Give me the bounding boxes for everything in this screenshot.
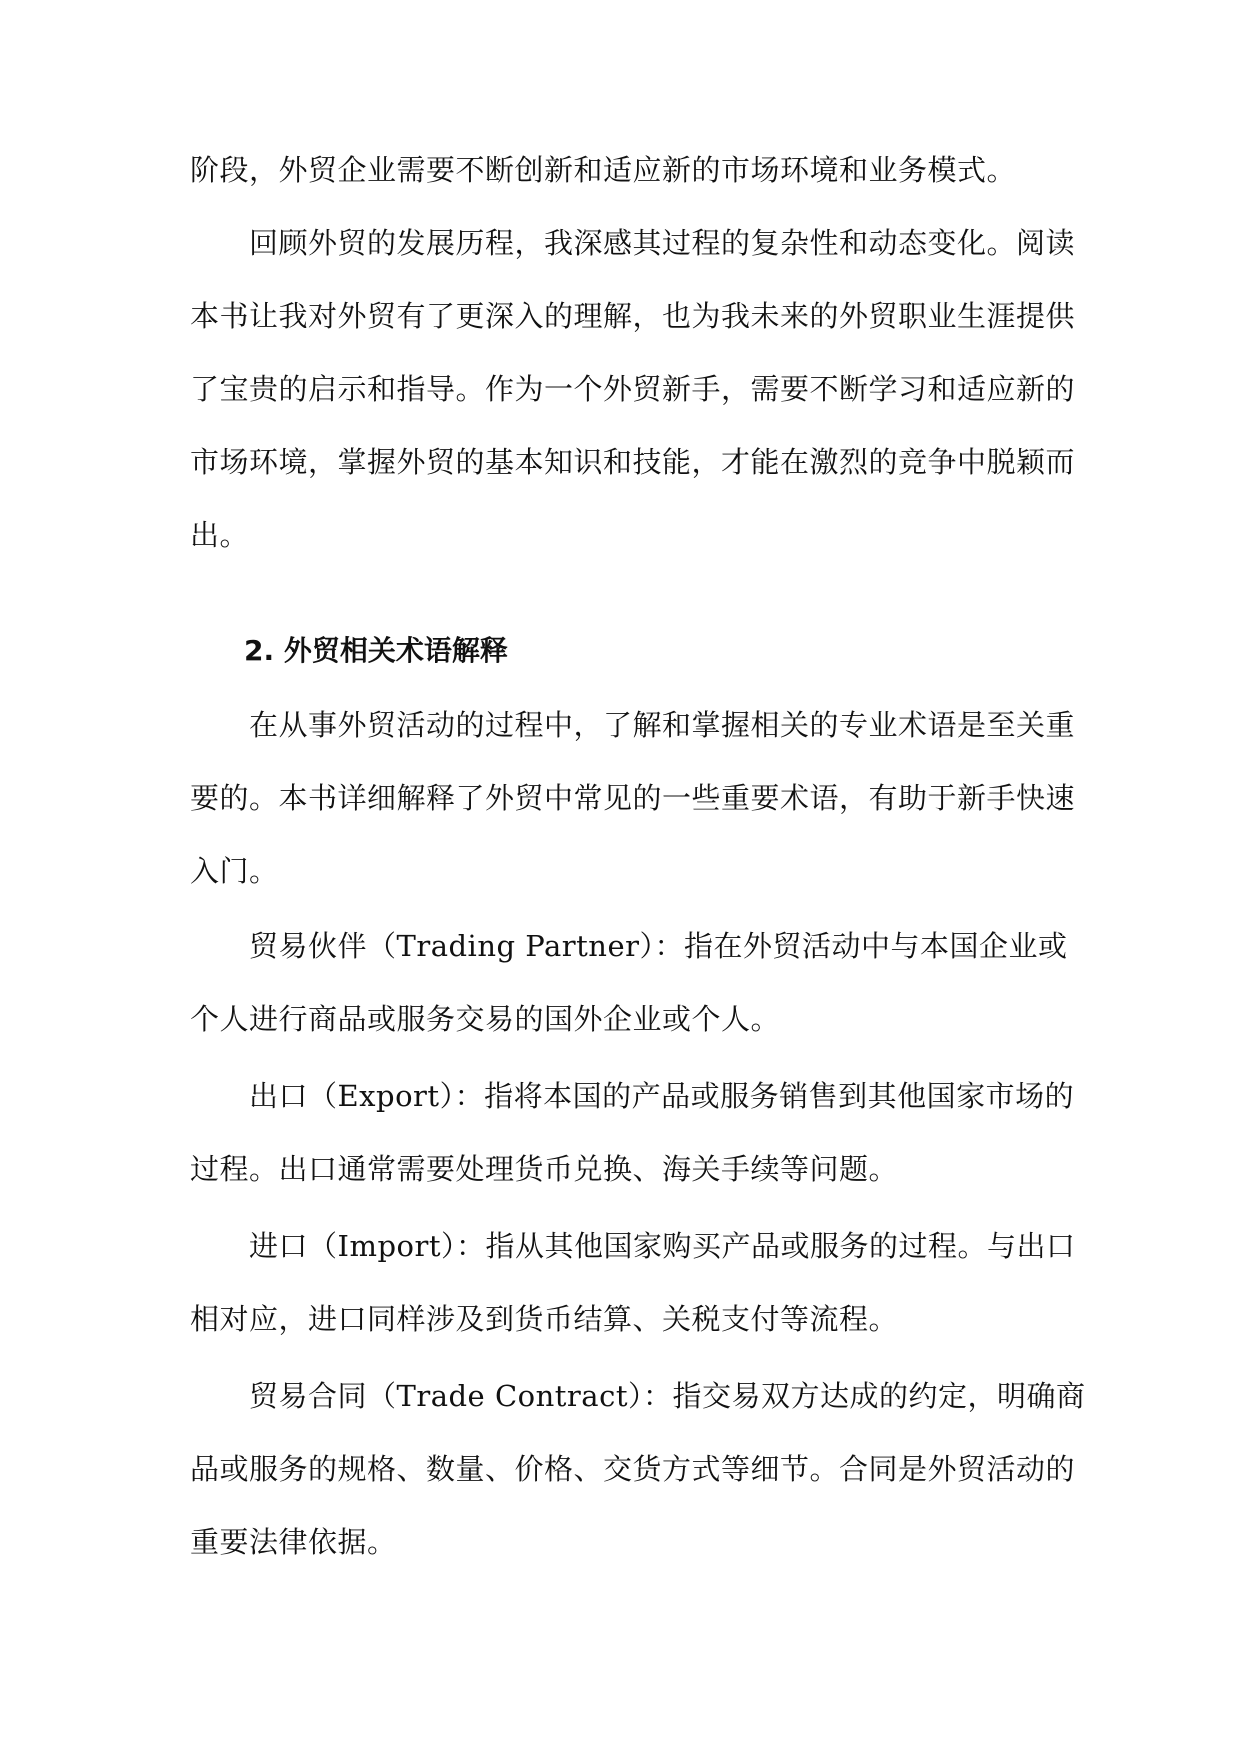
section-heading: 2. 外贸相关术语解释	[244, 634, 508, 667]
text-line: 了宝贵的启示和指导。作为一个外贸新手，需要不断学习和适应新的	[190, 372, 1076, 406]
text-line: 市场环境，掌握外贸的基本知识和技能，才能在激烈的竞争中脱颖而	[190, 445, 1076, 479]
text-line: 要的。本书详细解释了外贸中常见的一些重要术语，有助于新手快速	[190, 781, 1076, 815]
text-line: 进口（Import）：指从其他国家购买产品或服务的过程。与出口	[190, 1229, 1076, 1263]
text-line: 个人进行商品或服务交易的国外企业或个人。	[190, 1002, 781, 1036]
text-line: 品或服务的规格、数量、价格、交货方式等细节。合同是外贸活动的	[190, 1452, 1076, 1486]
text-line: 回顾外贸的发展历程，我深感其过程的复杂性和动态变化。阅读	[190, 226, 1076, 260]
text-line: 在从事外贸活动的过程中，了解和掌握相关的专业术语是至关重	[190, 708, 1076, 742]
text-line: 出口（Export）：指将本国的产品或服务销售到其他国家市场的	[190, 1079, 1075, 1113]
text-line: 贸易合同（Trade Contract）：指交易双方达成的约定，明确商	[190, 1379, 1086, 1413]
text-line: 本书让我对外贸有了更深入的理解，也为我未来的外贸职业生涯提供	[190, 299, 1076, 333]
text-line: 过程。出口通常需要处理货币兑换、海关手续等问题。	[190, 1152, 899, 1186]
text-line: 出。	[190, 518, 250, 552]
text-line: 重要法律依据。	[190, 1525, 397, 1559]
text-line: 阶段，外贸企业需要不断创新和适应新的市场环境和业务模式。	[190, 153, 1017, 187]
text-line: 相对应，进口同样涉及到货币结算、关税支付等流程。	[190, 1302, 899, 1336]
text-line: 贸易伙伴（Trading Partner）：指在外贸活动中与本国企业或	[190, 929, 1068, 963]
text-line: 入门。	[190, 854, 279, 888]
